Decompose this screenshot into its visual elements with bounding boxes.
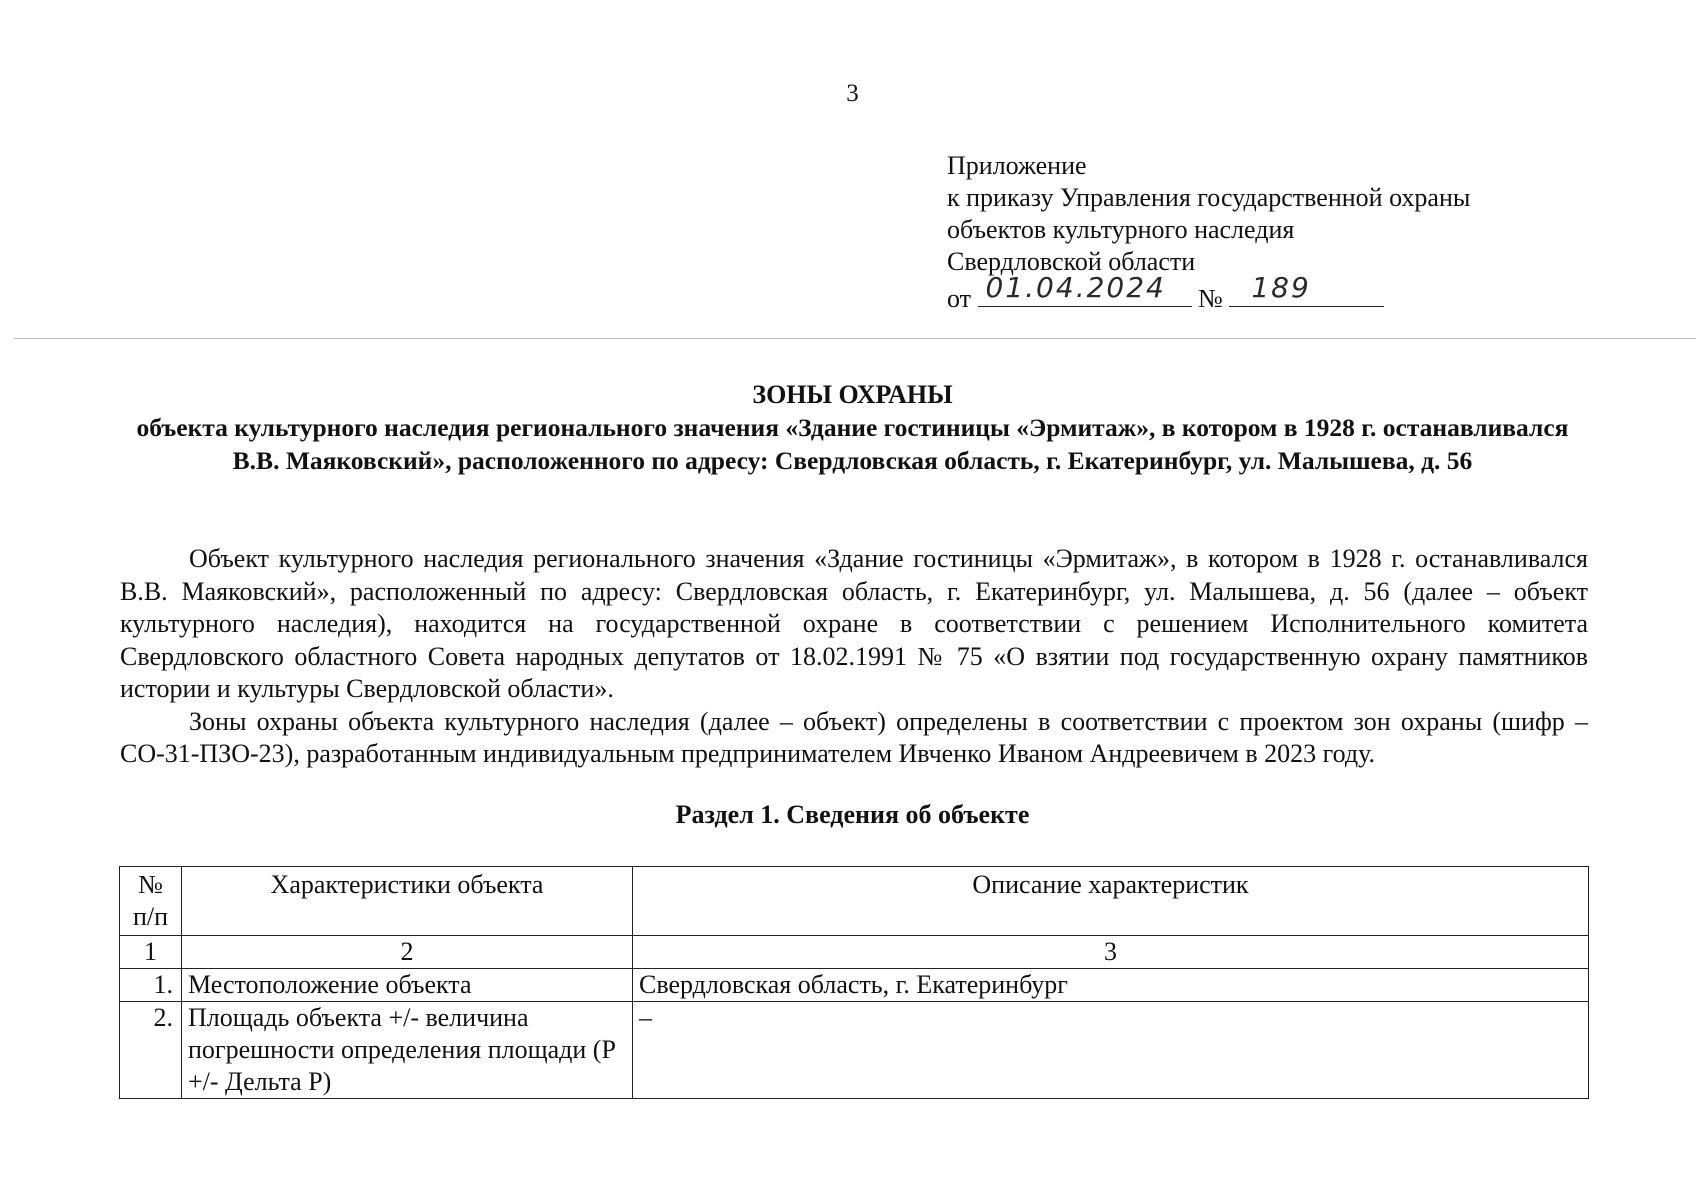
number-label: №	[1198, 284, 1223, 313]
document-subtitle: объекта культурного наследия регионального значения «Здание гостиницы «Эрмитаж», в котором в 1928 г. останавливался В.В. Маяковский», расположенного по адресу: Свердловская область, г. Екатеринбург, ул. Малышева, д. 56	[136, 413, 1569, 475]
page-number: 3	[846, 80, 859, 107]
handwritten-date: 01.04.2024	[985, 271, 1166, 304]
row-characteristic: Площадь объекта +/- величина погрешности определения площади (P +/- Дельта P)	[182, 1002, 633, 1099]
body-text	[120, 543, 1588, 771]
row-number: 2.	[120, 1002, 182, 1099]
column-number-3: 3	[633, 936, 1589, 969]
paragraph-1: Объект культурного наследия регионального значения «Здание гостиницы «Эрмитаж», в котором в 1928 г. останавливался В.В. Маяковский», расположенный по адресу: Свердловская область, г. Екатеринбург, ул. Малышева, д. 56 (далее – объект культурного наследия), находится на государственной охране в соответствии с решением Исполнительного комитета Свердловского областного Совета народных депутатов от 18.02.1991 № 75 «О взятии под государственную охрану памятников истории и культуры Свердловской области».	[120, 544, 1588, 703]
appendix-line-2: к приказу Управления государственной охраны	[947, 183, 1471, 212]
scan-divider-line	[14, 338, 1696, 339]
appendix-line-4: Свердловской области	[947, 247, 1196, 276]
appendix-block	[947, 150, 1647, 315]
date-field	[978, 271, 1192, 307]
appendix-line-1: Приложение	[947, 151, 1087, 180]
header-characteristic: Характеристики объекта	[182, 867, 633, 936]
row-description: Свердловская область, г. Екатеринбург	[633, 969, 1589, 1002]
column-number-1: 1	[120, 936, 182, 969]
column-numbers-row	[120, 936, 1589, 969]
table-row	[120, 969, 1589, 1002]
appendix-line-3: объектов культурного наследия	[947, 215, 1295, 244]
row-characteristic: Местоположение объекта	[182, 969, 633, 1002]
table-row	[120, 1002, 1589, 1099]
from-label: от	[947, 284, 972, 313]
section-title: Раздел 1. Сведения об объекте	[675, 800, 1030, 829]
number-field	[1229, 271, 1384, 307]
table-header-row	[120, 867, 1589, 936]
row-description: –	[633, 1002, 1589, 1099]
row-number: 1.	[120, 969, 182, 1002]
handwritten-number: 189	[1251, 271, 1311, 304]
document-title: ЗОНЫ ОХРАНЫ	[752, 380, 953, 409]
appendix-date-line	[947, 271, 1647, 315]
paragraph-2: Зоны охраны объекта культурного наследия (далее – объект) определены в соответствии с проектом зон охраны (шифр – СО-31-ПЗО-23), разработанным индивидуальным предпринимателем Ивченко Иваном Андреевичем в 2023 году.	[120, 706, 1588, 768]
column-number-2: 2	[182, 936, 633, 969]
header-description: Описание характеристик	[633, 867, 1589, 936]
object-info-table	[119, 866, 1589, 1099]
header-number: № п/п	[120, 867, 182, 936]
